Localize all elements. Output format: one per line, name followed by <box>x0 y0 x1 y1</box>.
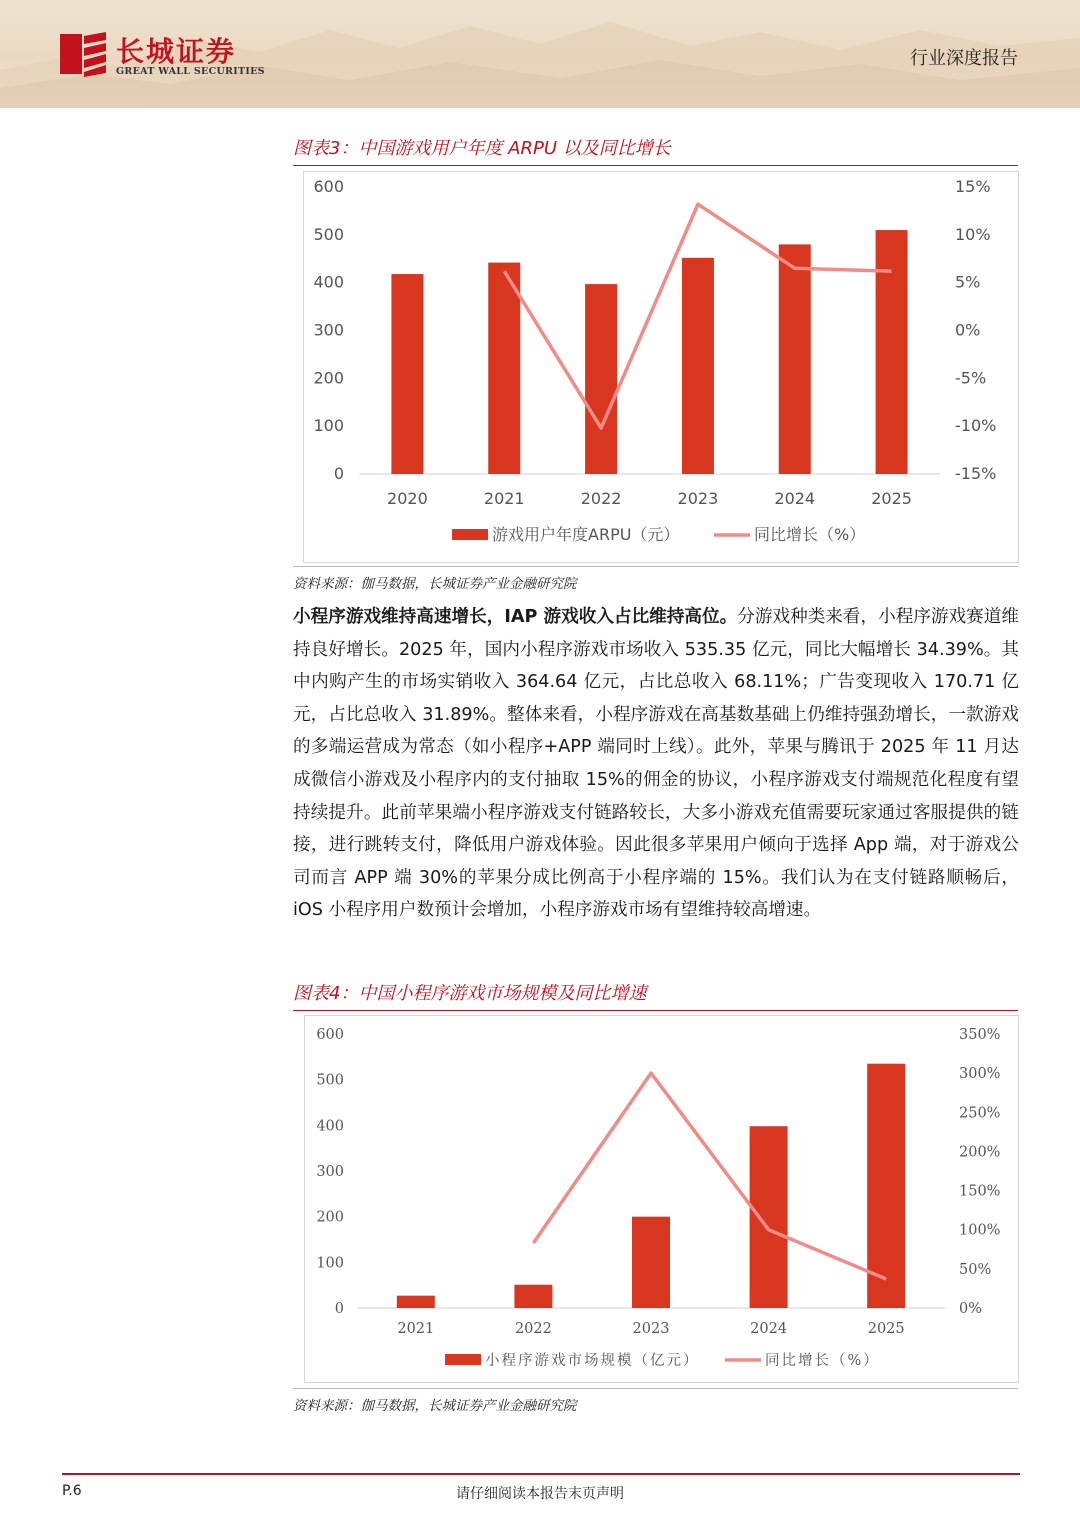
figure4-bottom-rule <box>293 1388 1018 1389</box>
figure4-left-tick-label: 400 <box>316 1118 344 1135</box>
figure4-right-tick-label: 0% <box>959 1301 983 1317</box>
figure4-right-tick-label: 300% <box>959 1066 1001 1083</box>
figure3-category-label: 2021 <box>483 489 525 508</box>
figure4-category-label: 2022 <box>514 1321 552 1337</box>
figure4-left-tick-label: 0 <box>334 1301 344 1317</box>
figure3-right-tick-label: 10% <box>955 224 991 244</box>
report-type-label: 行业深度报告 <box>910 48 1018 69</box>
figure3-right-tick-label: -5% <box>955 368 987 388</box>
figure4-right-tick-label: 50% <box>959 1261 992 1278</box>
figure3-bar <box>682 258 714 474</box>
body-lead: 小程序游戏维持高速增长，IAP 游戏收入占比维持高位。 <box>293 607 738 627</box>
figure4-source: 资料来源：伽马数据，长城证券产业金融研究院 <box>293 1398 577 1414</box>
figure4-title: 图表4：中国小程序游戏市场规模及同比增速 <box>293 983 647 1004</box>
figure3-legend-bar-label: 游戏用户年度ARPU（元） <box>492 525 680 544</box>
body-paragraph <box>293 601 1019 927</box>
figure3-left-tick-label: 0 <box>333 464 344 483</box>
figure3-left-tick-label: 600 <box>313 177 344 196</box>
page-header <box>0 0 1080 108</box>
figure4-legend-line-label: 同比增长（%） <box>765 1353 880 1369</box>
figure3-category-label: 2024 <box>774 489 816 508</box>
figure3-left-tick-label: 400 <box>313 272 344 292</box>
figure4-left-tick-label: 200 <box>316 1209 344 1226</box>
figure4-bar <box>632 1217 670 1308</box>
figure3-legend-line-label: 同比增长（%） <box>754 525 866 544</box>
footer-rule <box>62 1473 1020 1475</box>
figure4-legend-bar-label: 小程序游戏市场规模（亿元） <box>485 1353 700 1369</box>
page-number: P.6 <box>62 1483 82 1499</box>
figure4-category-label: 2025 <box>867 1321 905 1337</box>
figure3-bar <box>585 284 617 474</box>
brand-logo-icon <box>60 30 108 78</box>
figure3-left-tick-label: 500 <box>313 224 344 244</box>
figure4-right-tick-label: 200% <box>959 1144 1001 1161</box>
figure4-left-tick-label: 100 <box>316 1255 344 1272</box>
figure4-top-rule <box>293 1010 1018 1011</box>
figure3-bottom-rule <box>293 566 1018 567</box>
figure3-right-tick-label: 0% <box>955 320 981 340</box>
figure3-right-tick-label: 15% <box>955 177 991 196</box>
figure3-left-tick-label: 200 <box>313 368 344 388</box>
figure3-legend-bar-swatch <box>452 529 488 540</box>
figure3-left-tick-label: 100 <box>313 416 344 436</box>
figure4-bar <box>750 1126 788 1308</box>
figure3-title: 图表3：中国游戏用户年度 ARPU 以及同比增长 <box>293 138 671 159</box>
figure3-bar <box>488 263 520 474</box>
figure4-right-tick-label: 250% <box>959 1105 1001 1122</box>
figure3-category-label: 2022 <box>580 489 622 508</box>
figure3-category-label: 2023 <box>677 489 719 508</box>
figure4-right-tick-label: 100% <box>959 1222 1001 1239</box>
figure3-right-tick-label: -15% <box>955 464 997 483</box>
figure4-right-tick-label: 350% <box>959 1027 1001 1043</box>
figure3-chart <box>304 172 1018 562</box>
figure3-left-tick-label: 300 <box>313 320 344 340</box>
figure4-left-tick-label: 600 <box>316 1027 344 1043</box>
brand-name-cn: 长城证券 <box>116 35 237 68</box>
footer-disclaimer: 请仔细阅读本报告末页声明 <box>456 1486 624 1502</box>
brand-name-en: GREAT WALL SECURITIES <box>116 66 265 77</box>
figure3-bar <box>876 230 908 474</box>
figure3-bar <box>779 244 811 474</box>
figure4-bar <box>397 1296 435 1308</box>
figure4-growth-line <box>533 1073 886 1279</box>
figure3-top-rule <box>293 165 1018 166</box>
figure4-left-tick-label: 500 <box>316 1072 344 1089</box>
figure3-source: 资料来源：伽马数据，长城证券产业金融研究院 <box>293 576 577 592</box>
figure3-right-tick-label: -10% <box>955 416 997 436</box>
body-text: 分游戏种类来看，小程序游戏赛道维持良好增长。2025 年，国内小程序游戏市场收入 535.35 亿元，同比大幅增长 34.39%。其中内购产生的市场实销收入 364.64 亿元，占比总收入 68.11%；广告变现收入 170.71 亿元，占比总收入 31.89%。整体来看，小程序游戏在高基数基础上仍维持强劲增长，一款游戏的多端运营成为常态（如小程序+APP 端同时上线）。此外，苹果与腾讯于 2025 年 11 月达成微信小游戏及小程序内的支付抽取 15%的佣金的协议，小程序游戏支付端规范化程度有望持续提升。此前苹果端小程序游戏支付链路较长，大多小游戏充值需要玩家通过客服提供的链接，进行跳转支付，降低用户游戏体验。因此很多苹果用户倾向于选择 App 端，对于游戏公司而言 APP 端 30%的苹果分成比例高于小程序端的 15%。我们认为在支付链路顺畅后，iOS 小程序用户数预计会增加，小程序游戏市场有望维持较高增速。 <box>293 607 1019 921</box>
figure4-bar <box>867 1064 905 1308</box>
figure3-chart-frame <box>303 171 1019 563</box>
figure4-legend-bar-swatch <box>445 1354 481 1365</box>
figure4-category-label: 2024 <box>750 1321 788 1337</box>
figure4-right-tick-label: 150% <box>959 1183 1001 1200</box>
figure3-bar <box>391 274 423 474</box>
figure4-category-label: 2021 <box>397 1321 435 1337</box>
figure3-right-tick-label: 5% <box>955 272 981 292</box>
figure4-category-label: 2023 <box>632 1321 670 1337</box>
figure4-left-tick-label: 300 <box>316 1164 344 1180</box>
figure3-category-label: 2020 <box>387 489 428 508</box>
figure4-chart-frame <box>304 1015 1019 1383</box>
figure4-chart <box>305 1016 1018 1382</box>
figure3-category-label: 2025 <box>871 489 912 508</box>
figure4-bar <box>514 1285 552 1308</box>
